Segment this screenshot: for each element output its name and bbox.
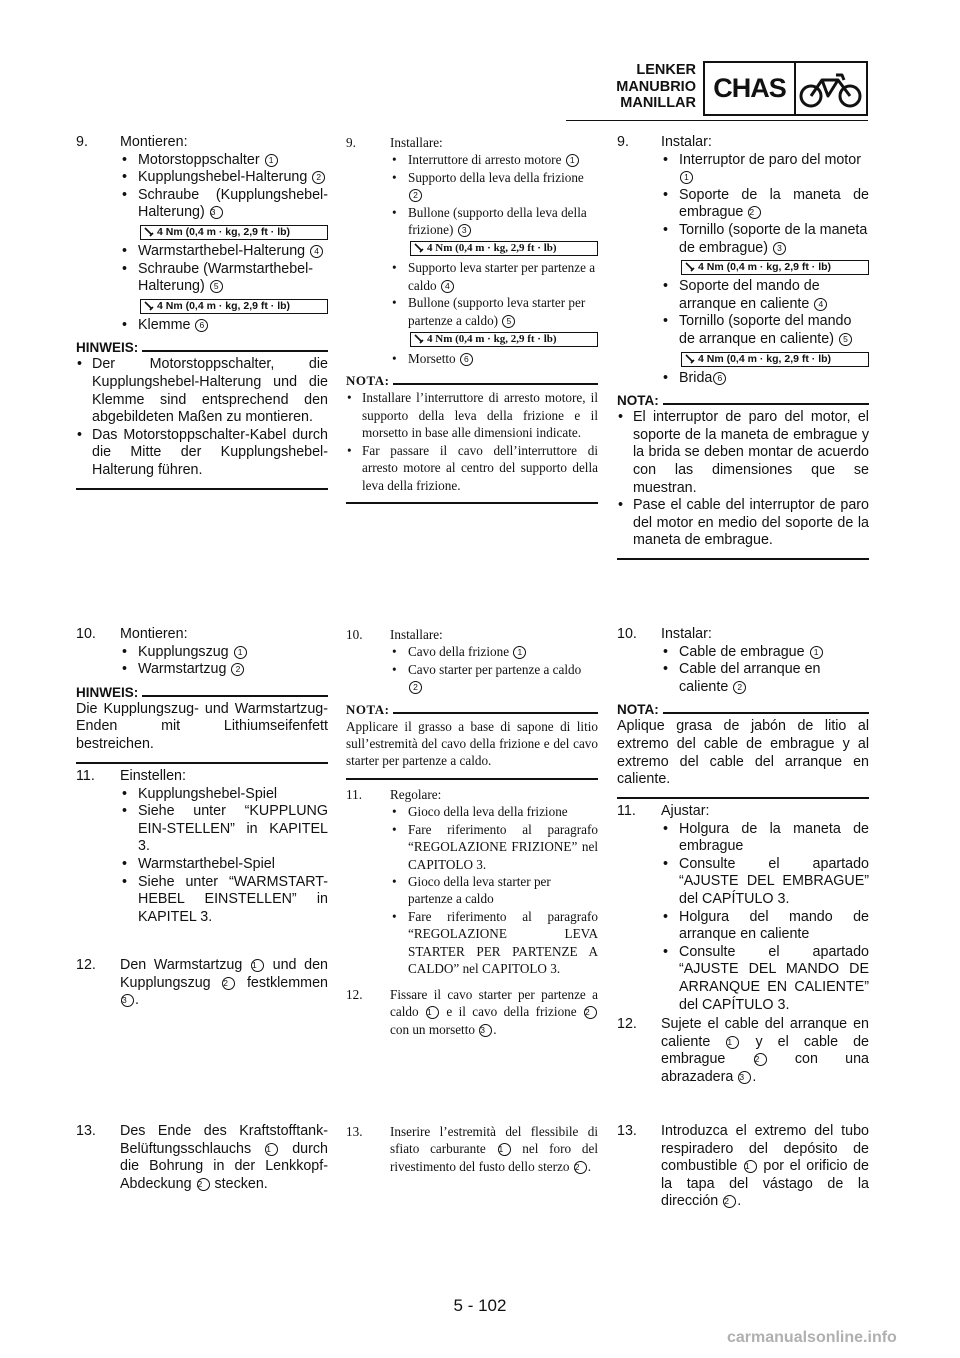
list-item: • Tornillo (soporte de la maneta de embrague) 3 <box>617 222 869 257</box>
de-step-10: 10. Montieren: • Kupplungszug 1 • Warmstartzug 2 HINWEIS: Die Kupplungszug- und Warmstartzug-Enden mit Lithiumseifenfett bestreichen. <box>76 626 328 764</box>
list-item: • Interruptor de paro del motor 1 <box>617 152 869 187</box>
note-text: Applicare il grasso a base di sapone di litio sull’estremità del cavo della frizione e del cavo starter per partenze a caldo. <box>346 718 598 769</box>
note-text: Aplique grasa de jabón de litio al extremo del cable de embrague y al extremo del cable del arranque en caliente. <box>617 718 869 788</box>
note-end-rule <box>76 488 328 490</box>
list-item: • Tornillo (soporte del mando de arranque en caliente) 5 <box>617 313 869 348</box>
list-item: • Interruttore di arresto motore 1 <box>346 151 598 168</box>
de-step-11: 11. Einstellen: • Kupplungshebel-Spiel • Siehe unter “KUPPLUNG EIN-STELLEN” in KAPITEL 3. • Warmstarthebel-Spiel • Siehe unter “WARMSTART-HEBEL EINSTELLEN” in KAPITEL 3. <box>76 768 328 926</box>
it-step-10: 10. Installare: • Cavo della frizione 1 • Cavo starter per partenze a caldo 2 NOTA: Applicare il grasso a base di sapone di litio sull’estremità del cavo della frizione e del cavo starter per partenze a caldo. <box>346 626 598 780</box>
motorcycle-icon <box>796 63 866 114</box>
list-item-ref: • Siehe unter “KUPPLUNG EIN-STELLEN” in KAPITEL 3. <box>76 803 328 856</box>
list-item: • Cavo della frizione 1 <box>346 643 598 660</box>
list-item: • Kupplungshebel-Halterung 2 <box>76 169 328 187</box>
list-item: • Gioco della leva della frizione <box>346 803 598 820</box>
list-item: • Morsetto 6 <box>346 350 598 367</box>
list-item: • Holgura del mando de arranque en caliente <box>617 909 869 944</box>
list-item-ref: • Fare riferimento al paragrafo “REGOLAZIONE LEVA STARTER PER PARTENZE A CALDO” nel CAPITOLO 3. <box>346 908 598 978</box>
list-item: • Holgura de la maneta de embrague <box>617 821 869 856</box>
list-item: • Cable del arranque en caliente 2 <box>617 661 869 696</box>
list-item-ref: • Consulte el apartado “AJUSTE DEL MANDO DE ARRANQUE EN CALIENTE” del CAPÍTULO 3. <box>617 944 869 1014</box>
note-end-rule <box>346 778 598 780</box>
list-item: • Soporte del mando de arranque en caliente 4 <box>617 278 869 313</box>
es-step-11: 11. Ajustar: • Holgura de la maneta de embrague • Consulte el apartado “AJUSTE DEL EMBRAGUE” del CAPÍTULO 3. • Holgura del mando de arranque en caliente • Consulte el apartado “AJUSTE DEL MANDO DE ARRANQUE EN CALIENTE” del CAPÍTULO 3. <box>617 803 869 1014</box>
list-item: • Warmstarthebel-Spiel <box>76 856 328 874</box>
list-item: • Kupplungshebel-Spiel <box>76 786 328 804</box>
list-item-ref: • Fare riferimento al paragrafo “REGOLAZIONE FRIZIONE” nel CAPITOLO 3. <box>346 821 598 873</box>
list-item: • Brida 6 <box>617 370 869 388</box>
note-item: • Pase el cable del interruptor de paro del motor en medio del soporte de la maneta de embrague. <box>617 497 869 550</box>
note-heading: HINWEIS: <box>76 340 328 356</box>
note-end-rule <box>617 558 869 560</box>
list-item: • Bullone (supporto della leva della frizione) 3 <box>346 204 598 239</box>
section-titles <box>560 62 696 112</box>
torque-spec: 4 Nm (0,4 m · kg, 2,9 ft · lb) <box>140 225 328 240</box>
es-step-9: 9. Instalar: • Interruptor de paro del motor 1 • Soporte de la maneta de embrague 2 • Tornillo (soporte de la maneta de embrague) 3 4 Nm (0,4 m · kg, 2,9 ft · lb) • Soporte del mando de arranque en caliente 4 • Tornillo (soporte del mando de arranque en caliente) 5 4 Nm (0,4 m · kg, 2,9 ft · lb) • Brida 6 NOTA: • El interruptor de paro del motor, el soporte de la maneta de embrague y la brida se deben montar de acuerdo con las dimensiones que se muestran. • Pase el cable del interruptor de paro del motor en medio del soporte de la maneta de embrague. <box>617 134 869 560</box>
list-item: • Kupplungszug 1 <box>76 644 328 662</box>
note-end-rule <box>617 797 869 799</box>
list-item: • Soporte de la maneta de embrague 2 <box>617 187 869 222</box>
it-step-13: 13. Inserire l’estremità del flessibile di sfiato carburante 1 nel foro del rivestimento del fusto dello sterzo 2 . <box>346 1124 599 1174</box>
it-step-9: 9. Installare: • Interruttore di arresto motore 1 • Supporto della leva della frizione 2 • Bullone (supporto della leva della frizione) 3 4 Nm (0,4 m · kg, 2,9 ft · lb) • Supporto leva starter per partenze a caldo 4 • Bullone (supporto leva starter per partenze a caldo) 5 4 Nm (0,4 m · kg, 2,9 ft · lb) • Morsetto 6 NOTA: • Installare l’interruttore di arresto motore, il supporto della leva della frizione e il morsetto in base alle dimensioni indicate. • Far passare il cavo dell’interruttore di arresto motore al centro del supporto della leva della frizione. <box>346 134 598 504</box>
list-item: • Motorstoppschalter 1 <box>76 152 328 170</box>
list-item: • Supporto della leva della frizione 2 <box>346 169 598 204</box>
list-item: • Warmstartzug 2 <box>76 661 328 679</box>
note-item: • El interruptor de paro del motor, el soporte de la maneta de embrague y la brida se deben montar de acuerdo con las dimensiones que se muestran. <box>617 409 869 497</box>
note-item: • Der Motorstoppschalter, die Kupplungshebel-Halterung und die Klemme sind entsprechend den abgebildeten Maßen zu montieren. <box>76 356 328 426</box>
it-step-12: 12. Fissare il cavo starter per partenze a caldo 1 e il cavo della frizione 2 con un morsetto 3 . <box>346 987 598 1037</box>
note-end-rule <box>346 502 598 504</box>
es-step-13: 13. Introduzca el extremo del tubo respiradero del depósito de combustible 1 por el orificio de la tapa del vástago de la dirección 2 . <box>617 1123 869 1210</box>
es-step-12: 12. Sujete el cable del arranque en caliente 1 y el cable de embrague 2 con una abrazadera 3 . <box>617 1016 869 1085</box>
section-title-es: MANILLAR <box>620 95 696 111</box>
section-title-it: MANUBRIO <box>616 78 696 95</box>
list-item: • Schraube (Kupplungshebel-Halterung) 3 <box>76 187 328 222</box>
note-heading: NOTA: <box>346 702 598 718</box>
list-item: • Cable de embrague 1 <box>617 644 869 662</box>
note-item: • Das Motorstoppschalter-Kabel durch die Mitte der Kupplungshebel-Halterung führen. <box>76 427 328 480</box>
list-item: • Bullone (supporto leva starter per partenze a caldo) 5 <box>346 294 598 329</box>
note-item: • Far passare il cavo dell’interruttore di arresto motore al centro del supporto della leva della frizione. <box>346 442 598 494</box>
torque-spec: 4 Nm (0,4 m · kg, 2,9 ft · lb) <box>140 299 328 314</box>
chas-label: CHAS <box>705 63 796 114</box>
torque-spec: 4 Nm (0,4 m · kg, 2,9 ft · lb) <box>410 332 598 347</box>
section-title-de: LENKER <box>636 62 696 78</box>
torque-spec: 4 Nm (0,4 m · kg, 2,9 ft · lb) <box>410 241 598 256</box>
list-item: • Gioco della leva starter per partenze a caldo <box>346 873 598 908</box>
note-end-rule <box>76 762 328 764</box>
note-text: Die Kupplungszug- und Warmstartzug-Enden mit Lithiumseifenfett bestreichen. <box>76 700 328 752</box>
list-item: • Klemme 6 <box>76 317 328 335</box>
list-item: • Warmstarthebel-Halterung 4 <box>76 243 328 261</box>
torque-spec: 4 Nm (0,4 m · kg, 2,9 ft · lb) <box>681 352 869 367</box>
note-heading: HINWEIS: <box>76 685 328 701</box>
torque-spec: 4 Nm (0,4 m · kg, 2,9 ft · lb) <box>681 260 869 275</box>
de-step-12: 12. Den Warmstartzug 1 und den Kupplungszug 2 festklemmen 3 . <box>76 957 328 1009</box>
list-item: • Cavo starter per partenze a caldo 2 <box>346 661 598 696</box>
note-item: • Installare l’interruttore di arresto motore, il supporto della leva della frizione e il morsetto in base alle dimensioni indicate. <box>346 389 598 441</box>
header-rule <box>566 120 868 121</box>
de-step-9: 9. Montieren: • Motorstoppschalter 1 • Kupplungshebel-Halterung 2 • Schraube (Kupplungshebel-Halterung) 3 4 Nm (0,4 m · kg, 2,9 ft · lb) • Warmstarthebel-Halterung 4 • Schraube (Warmstarthebel-Halterung) 5 4 Nm (0,4 m · kg, 2,9 ft · lb) • Klemme 6 HINWEIS: • Der Motorstoppschalter, die Kupplungshebel-Halterung und die Klemme sind entsprechend den abgebildeten Maßen zu montieren. • Das Motorstoppschalter-Kabel durch die Mitte der Kupplungshebel-Halterung führen. <box>76 134 328 490</box>
de-step-13: 13. Des Ende des Kraftstofftank-Belüftungsschlauchs 1 durch die Bohrung in der Lenkkopf-Abdeckung 2 stecken. <box>76 1123 328 1192</box>
note-heading: NOTA: <box>617 393 869 409</box>
note-heading: NOTA: <box>346 373 598 389</box>
list-item: • Supporto leva starter per partenze a caldo 4 <box>346 259 598 294</box>
list-item: • Schraube (Warmstarthebel-Halterung) 5 <box>76 261 328 296</box>
list-item-ref: • Siehe unter “WARMSTART-HEBEL EINSTELLEN” in KAPITEL 3. <box>76 874 328 927</box>
list-item-ref: • Consulte el apartado “AJUSTE DEL EMBRAGUE” del CAPÍTULO 3. <box>617 856 869 909</box>
es-step-10: 10. Instalar: • Cable de embrague 1 • Cable del arranque en caliente 2 NOTA: Aplique grasa de jabón de litio al extremo del cable de embrague y al extremo del cable del arranque en caliente. <box>617 626 869 799</box>
chas-badge <box>703 61 868 116</box>
it-step-11: 11. Regolare: • Gioco della leva della frizione • Fare riferimento al paragrafo “REGOLAZIONE FRIZIONE” nel CAPITOLO 3. • Gioco della leva starter per partenze a caldo • Fare riferimento al paragrafo “REGOLAZIONE LEVA STARTER PER PARTENZE A CALDO” nel CAPITOLO 3. <box>346 786 598 977</box>
watermark: carmanualsonline.info <box>727 1329 897 1346</box>
page-number: 5 - 102 <box>453 1296 507 1315</box>
note-heading: NOTA: <box>617 702 869 718</box>
